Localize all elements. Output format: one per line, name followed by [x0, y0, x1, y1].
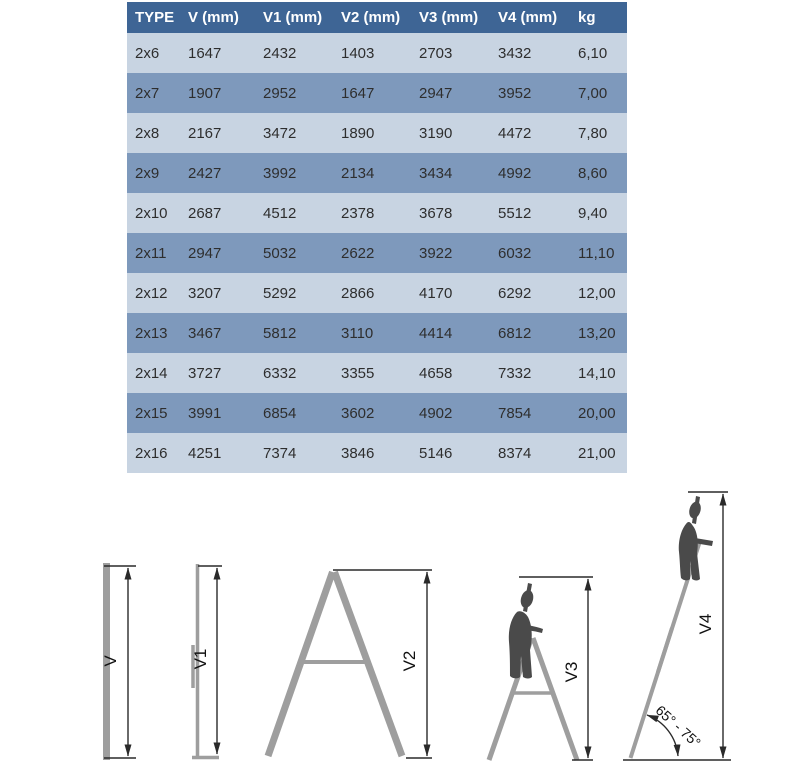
- value-cell: 6292: [498, 284, 532, 302]
- value-cell: 2866: [341, 284, 375, 302]
- value-cell: 20,00: [578, 404, 616, 422]
- column-header-v: V (mm): [180, 2, 255, 33]
- diagram-extended-ladder: [191, 564, 222, 758]
- diagram-closed-ladder: [101, 563, 136, 760]
- value-cell: 3432: [498, 44, 532, 62]
- value-cell: 2167: [188, 124, 222, 142]
- value-cell: 3602: [341, 404, 375, 422]
- value-cell: 8374: [498, 444, 532, 462]
- value-cell: 7854: [498, 404, 532, 422]
- value-cell: 4414: [419, 324, 453, 342]
- value-cell: 3190: [419, 124, 453, 142]
- type-cell: 2x14: [135, 364, 168, 382]
- person-head: [519, 589, 535, 610]
- person-head: [687, 500, 702, 519]
- value-cell: 3434: [419, 164, 453, 182]
- value-cell: 1647: [188, 44, 222, 62]
- value-cell: 3952: [498, 84, 532, 102]
- value-cell: 3207: [188, 284, 222, 302]
- value-cell: 7332: [498, 364, 532, 382]
- angle-label: 65° - 75°: [652, 702, 705, 751]
- type-cell: 2x9: [135, 164, 160, 182]
- value-cell: 8,60: [578, 164, 608, 182]
- person-body: [679, 522, 700, 581]
- stepladder-right-leg: [533, 638, 577, 760]
- value-cell: 5812: [263, 324, 297, 342]
- value-cell: 3472: [263, 124, 297, 142]
- type-cell: 2x16: [135, 444, 168, 462]
- value-cell: 4472: [498, 124, 532, 142]
- dimension-label-v4: V4: [696, 613, 715, 635]
- value-cell: 9,40: [578, 204, 608, 222]
- dimension-label-v3: V3: [562, 661, 581, 683]
- dimension-label-v2: V2: [400, 650, 419, 672]
- value-cell: 3846: [341, 444, 375, 462]
- column-header-v3: V3 (mm): [411, 2, 490, 33]
- value-cell: 5032: [263, 244, 297, 262]
- type-cell: 2x12: [135, 284, 168, 302]
- value-cell: 12,00: [578, 284, 616, 302]
- value-cell: 14,10: [578, 364, 616, 382]
- column-header-v4: V4 (mm): [490, 2, 570, 33]
- value-cell: 5146: [419, 444, 453, 462]
- type-cell: 2x11: [135, 244, 167, 262]
- value-cell: 2947: [419, 84, 453, 102]
- value-cell: 3922: [419, 244, 453, 262]
- value-cell: 3992: [263, 164, 297, 182]
- person-body: [509, 611, 532, 678]
- type-cell: 2x10: [135, 204, 168, 222]
- value-cell: 11,10: [578, 244, 615, 262]
- value-cell: 2432: [263, 44, 297, 62]
- extension-overlap-section: [658, 628, 672, 672]
- dimension-label-v1: V1: [191, 648, 210, 670]
- column-header-kg: kg: [570, 2, 627, 33]
- value-cell: 6854: [263, 404, 297, 422]
- value-cell: 4512: [263, 204, 297, 222]
- column-header-v1: V1 (mm): [255, 2, 333, 33]
- value-cell: 3678: [419, 204, 453, 222]
- type-cell: 2x7: [135, 84, 160, 102]
- value-cell: 7374: [263, 444, 297, 462]
- column-header-type: TYPE: [127, 2, 180, 33]
- value-cell: 4170: [419, 284, 453, 302]
- value-cell: 1647: [341, 84, 375, 102]
- value-cell: 2947: [188, 244, 222, 262]
- value-cell: 4902: [419, 404, 453, 422]
- type-cell: 2x8: [135, 124, 160, 142]
- diagram-leaning-ladder-with-person: [623, 492, 731, 760]
- value-cell: 3727: [188, 364, 222, 382]
- value-cell: 2134: [341, 164, 375, 182]
- value-cell: 3467: [188, 324, 222, 342]
- value-cell: 6332: [263, 364, 297, 382]
- value-cell: 3110: [341, 324, 374, 342]
- value-cell: 2622: [341, 244, 375, 262]
- value-cell: 1890: [341, 124, 375, 142]
- value-cell: 6032: [498, 244, 532, 262]
- value-cell: 3355: [341, 364, 375, 382]
- person-silhouette: [509, 583, 543, 679]
- column-header-v2: V2 (mm): [333, 2, 411, 33]
- diagram-aframe-ladder: [268, 570, 432, 758]
- value-cell: 2952: [263, 84, 297, 102]
- value-cell: 4658: [419, 364, 453, 382]
- type-cell: 2x13: [135, 324, 168, 342]
- type-cell: 2x15: [135, 404, 168, 422]
- value-cell: 21,00: [578, 444, 616, 462]
- type-cell: 2x6: [135, 44, 160, 62]
- value-cell: 5512: [498, 204, 532, 222]
- value-cell: 13,20: [578, 324, 616, 342]
- value-cell: 1907: [188, 84, 222, 102]
- value-cell: 4251: [188, 444, 222, 462]
- value-cell: 7,00: [578, 84, 608, 102]
- value-cell: 5292: [263, 284, 297, 302]
- value-cell: 6,10: [578, 44, 608, 62]
- diagram-stepladder-with-person: [489, 577, 593, 760]
- value-cell: 2378: [341, 204, 375, 222]
- dimension-label-v: V: [101, 655, 120, 667]
- value-cell: 1403: [341, 44, 375, 62]
- value-cell: 2427: [188, 164, 222, 182]
- value-cell: 6812: [498, 324, 532, 342]
- person-silhouette: [679, 496, 713, 581]
- value-cell: 3991: [188, 404, 222, 422]
- value-cell: 7,80: [578, 124, 608, 142]
- value-cell: 4992: [498, 164, 532, 182]
- value-cell: 2703: [419, 44, 453, 62]
- value-cell: 2687: [188, 204, 222, 222]
